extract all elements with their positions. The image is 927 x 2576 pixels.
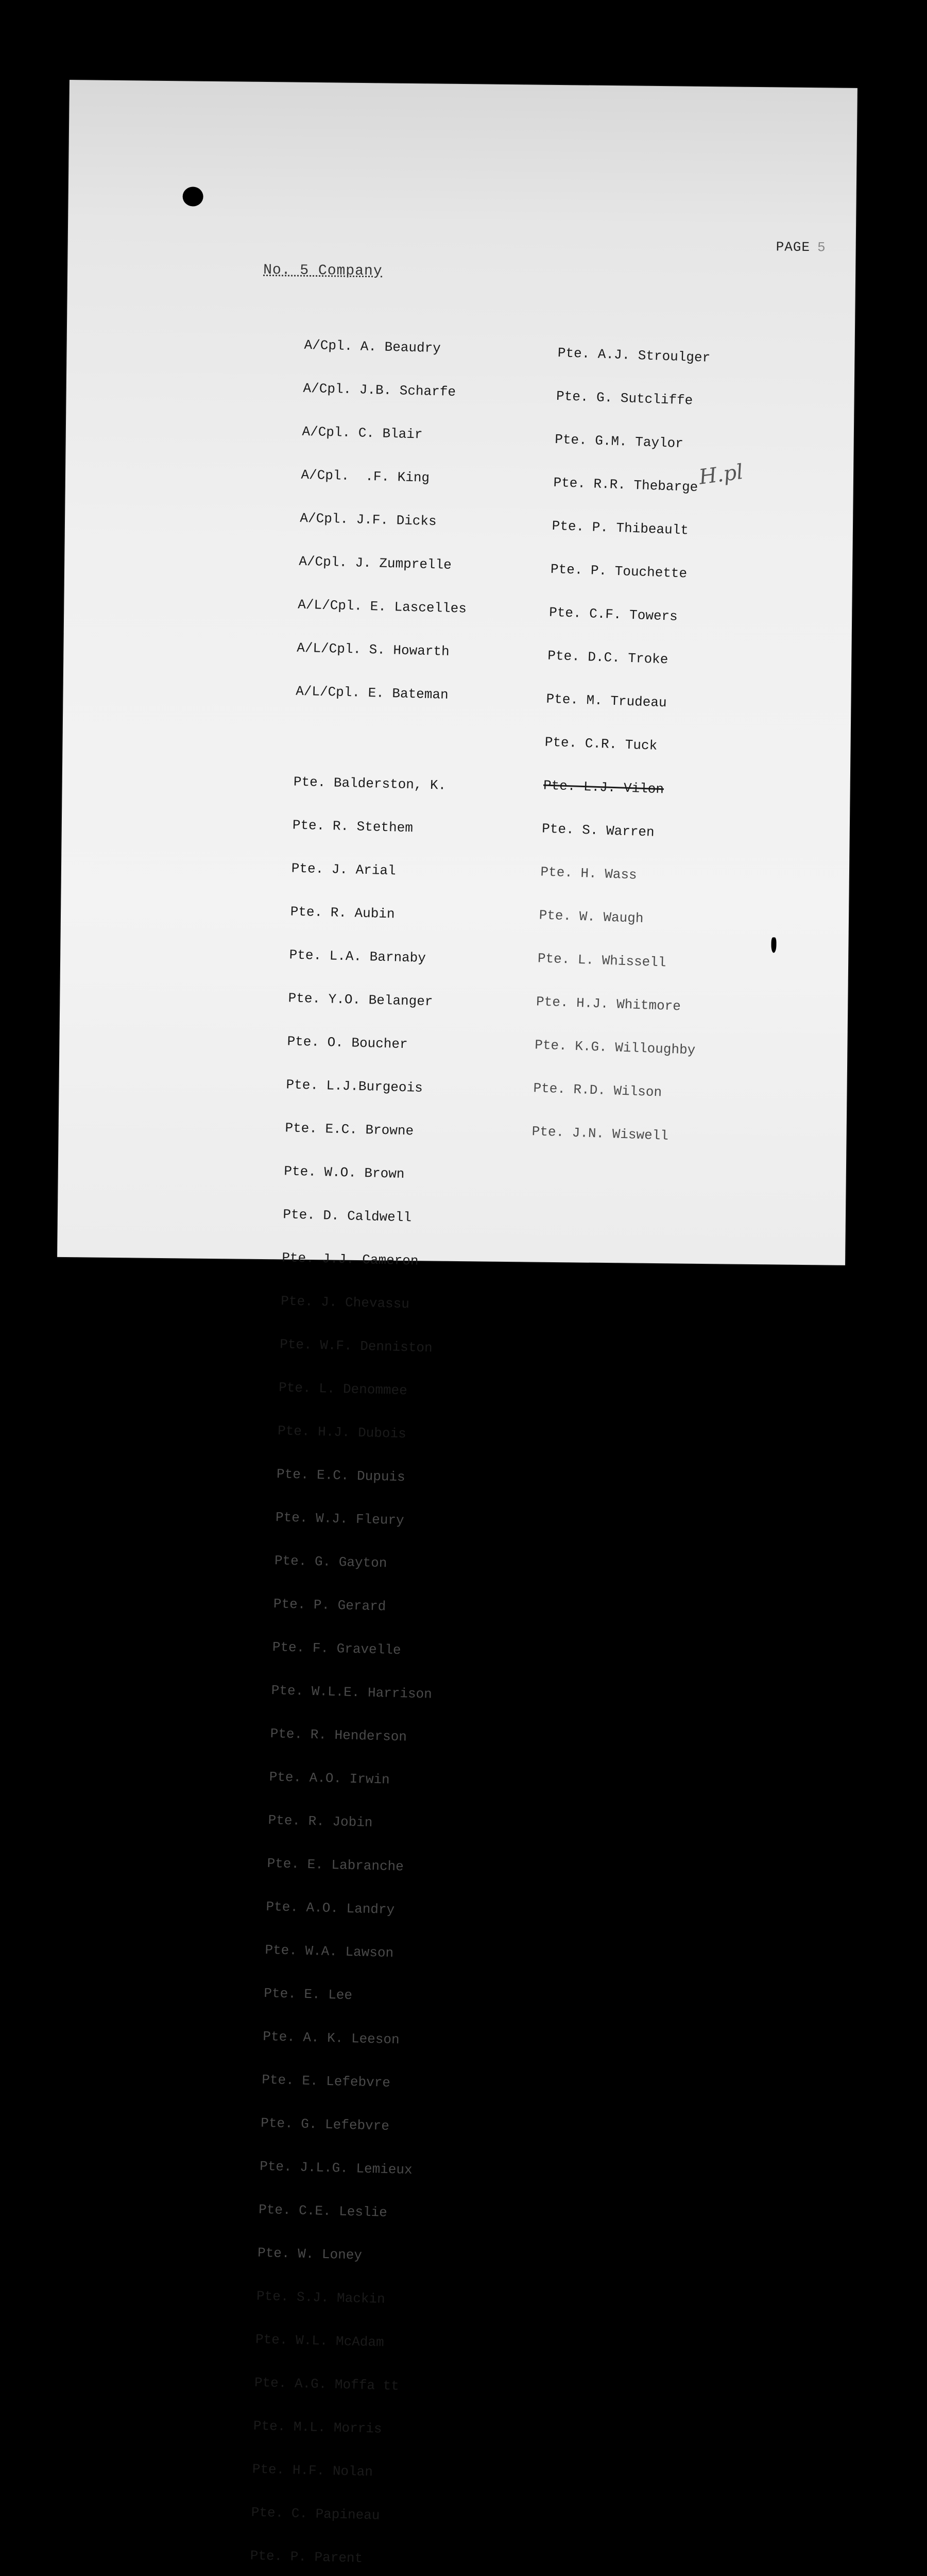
personnel-list-right [530, 317, 719, 1173]
list-item: Pte. W. Loney [257, 2245, 363, 2263]
list-item: A/Cpl. J.F. Dicks [300, 510, 437, 530]
personnel-list-left [238, 309, 474, 2576]
list-item: Pte. D. Caldwell [283, 1207, 412, 1226]
list-item: A/Cpl. C. Blair [302, 423, 423, 443]
list-item: Pte. A.O. Irwin [269, 1769, 390, 1788]
list-item: Pte. W.L.E. Harrison [271, 1683, 433, 1702]
list-item: Pte. R. Henderson [270, 1725, 407, 1745]
list-item: A/L/Cpl. E. Lascelles [297, 597, 467, 617]
list-item: Pte. M.L. Morris [253, 2418, 382, 2437]
page-number-label [776, 239, 826, 255]
list-item: A/Cpl. J.B. Scharfe [303, 380, 456, 400]
list-item: Pte. L.J.Burgeois [286, 1077, 423, 1096]
list-item: Pte. A. K. Leeson [263, 2028, 400, 2048]
list-item: Pte. J.L.G. Lemieux [259, 2158, 413, 2178]
list-item: Pte. C.F. Towers [548, 604, 678, 624]
list-item: Pte. R.R. Thebarge [553, 474, 698, 496]
list-item: Pte. Balderston, K. [293, 774, 447, 793]
list-item: Pte. E.C. Browne [285, 1120, 414, 1139]
company-header: No. 5 Company [263, 262, 383, 280]
list-item: Pte. W.J. Fleury [275, 1510, 404, 1529]
list-item: Pte. H. Wass [540, 864, 638, 883]
handwritten-annotation: H.pl [697, 460, 745, 489]
list-item: Pte. P. Thibeault [552, 518, 689, 538]
list-item: Pte. Y.O. Belanger [288, 990, 433, 1010]
list-item: Pte. G. Lefebvre [260, 2115, 390, 2134]
list-item: Pte. J. Chevassu [280, 1293, 410, 1312]
list-item: Pte. G. Gayton [274, 1553, 387, 1571]
list-item: Pte. C.R. Tuck [544, 734, 658, 754]
list-item: Pte. E. Lee [264, 1985, 353, 2004]
list-item: Pte. C.E. Leslie [258, 2201, 388, 2221]
list-item: Pte. H.J. Whitmore [536, 994, 681, 1014]
list-item: Pte. R. Stethem [292, 817, 414, 836]
list-item: Pte. H.J. Dubois [277, 1423, 407, 1442]
list-item: Pte. R. Aubin [290, 904, 395, 922]
list-item: Pte. P. Parent [250, 2548, 363, 2566]
list-item: Pte. E. Labranche [267, 1855, 404, 1875]
list-item: A/L/Cpl. E. Bateman [295, 683, 449, 703]
list-item: Pte. W.F. Denniston [279, 1336, 433, 1356]
list-item: Pte. J.J. Cameron [281, 1250, 419, 1269]
list-item: Pte. W.O. Brown [284, 1163, 405, 1182]
list-item: Pte. K.G. Willoughby [534, 1037, 696, 1058]
list-item: Pte. H.F. Nolan [252, 2461, 373, 2480]
list-item: Pte. R.D. Wilson [533, 1080, 662, 1100]
list-item: Pte. W. Waugh [539, 907, 644, 927]
list-item-struck: Pte. L.J. Vilon [543, 777, 664, 798]
list-item: A/Cpl. J. Zumprelle [299, 553, 452, 573]
list-item: Pte. R. Jobin [268, 1812, 373, 1831]
document-page [57, 80, 857, 2566]
list-item: Pte. M. Trudeau [546, 691, 667, 711]
page-number: 5 [817, 240, 826, 256]
list-item: Pte. P. Touchette [550, 561, 688, 582]
list-item: Pte. A.G. Moffa tt [254, 2375, 400, 2394]
list-item: Pte. P. Gerard [273, 1596, 386, 1615]
list-item: Pte. G. Sutcliffe [556, 388, 693, 409]
list-item: A/Cpl. A. Beaudry [304, 337, 441, 357]
punch-hole [182, 187, 203, 206]
list-item: Pte. E. Lefebvre [262, 2072, 391, 2091]
list-spacer [295, 727, 464, 750]
list-item: Pte. A.O. Landry [266, 1899, 395, 1918]
list-item: Pte. G.M. Taylor [554, 431, 684, 452]
list-item: Pte. J. Arial [291, 860, 396, 879]
ink-speck [771, 937, 776, 953]
list-item: Pte. A.J. Stroulger [557, 345, 711, 366]
list-item: Pte. J.N. Wiswell [531, 1124, 669, 1144]
list-item: Pte. W.A. Lawson [265, 1942, 394, 1961]
list-item: Pte. S.J. Mackin [256, 2288, 386, 2307]
list-item: Pte. L.A. Barnaby [289, 947, 426, 966]
list-item: Pte. E.C. Dupuis [276, 1466, 406, 1485]
list-item: Pte. L. Denommee [278, 1380, 408, 1399]
list-item: Pte. O. Boucher [287, 1033, 408, 1053]
list-item: Pte. L. Whissell [537, 951, 666, 971]
list-item: Pte. W.L. McAdam [255, 2331, 384, 2350]
list-item: Pte. C. Papineau [251, 2504, 380, 2523]
list-item: Pte. F. Gravelle [272, 1639, 401, 1658]
page-label-text: PAGE [776, 239, 811, 256]
list-item: A/L/Cpl. S. Howarth [296, 640, 450, 659]
list-item: A/Cpl. .F. King [301, 467, 430, 486]
list-item: Pte. S. Warren [541, 821, 655, 840]
list-item: Pte. D.C. Troke [547, 648, 668, 668]
